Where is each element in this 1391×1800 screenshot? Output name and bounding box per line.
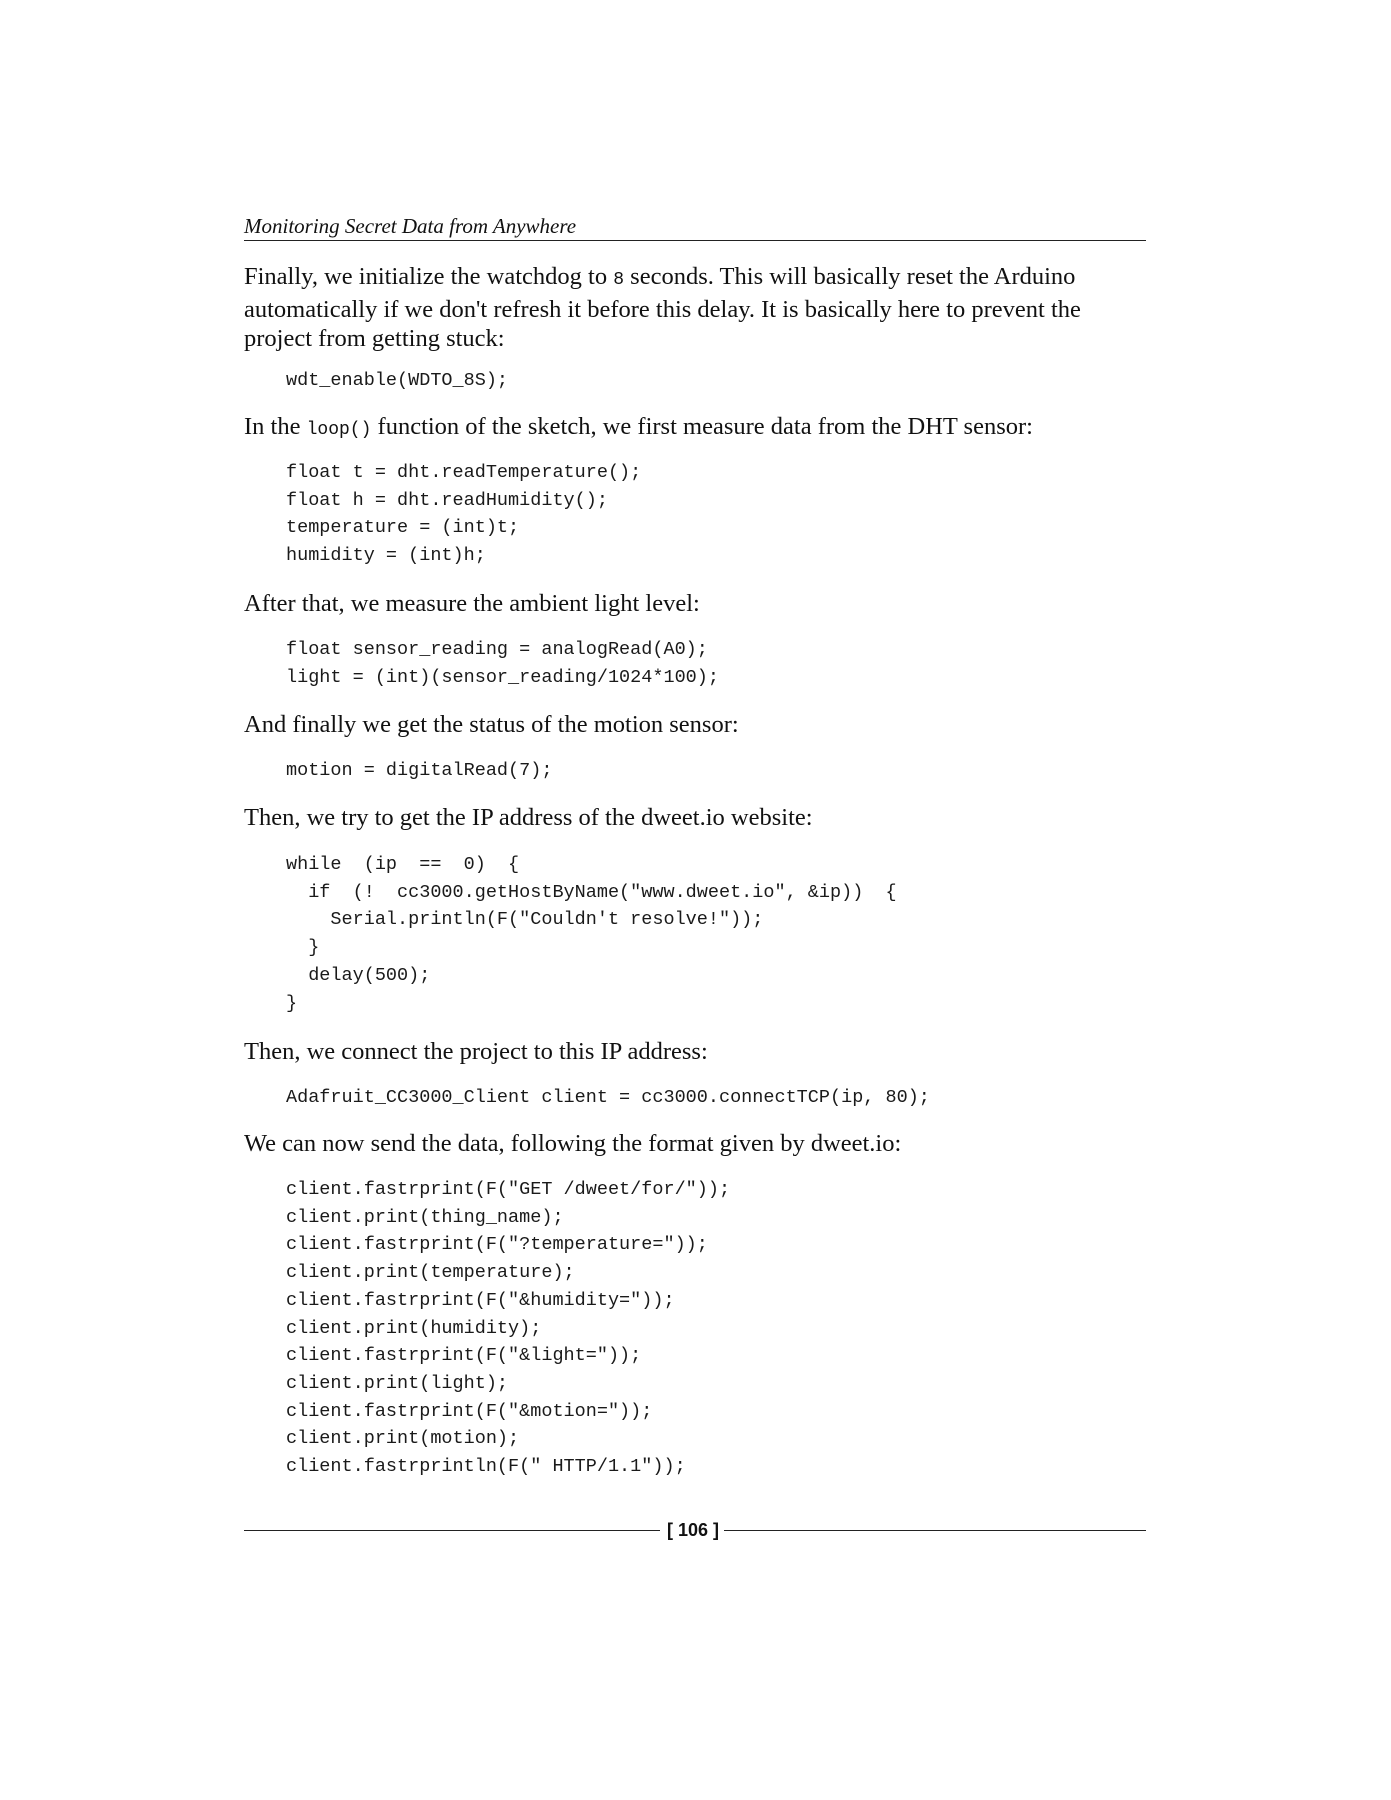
paragraph-motion-intro: And finally we get the status of the motion sensor: [244, 711, 739, 738]
page-footer [244, 1517, 1146, 1547]
inline-code: 8 [613, 270, 625, 290]
code-block-motion: motion = digitalRead(7); [286, 760, 553, 781]
paragraph-loop-intro [244, 412, 1146, 445]
footer-rule-right [724, 1530, 1146, 1531]
code-block-send: client.fastrprint(F("GET /dweet/for/")); client.print(thing_name); client.fastrprint(F("?temperature=")); client.print(temperature); client.fastrprint(F("&humidity=")); client.print(humidity); client.fastrprint(F("&light=")); client.print(light); client.fastrprint(F("&motion=")); client.print(motion); client.fastrprintln(F(" HTTP/1.1")); [286, 1179, 731, 1478]
page-number: [ 106 ] [666, 1520, 720, 1540]
paragraph-connect-intro: Then, we connect the project to this IP address: [244, 1038, 708, 1065]
paragraph-text: In the [244, 413, 307, 440]
footer-rule-left [244, 1530, 660, 1531]
paragraph-watchdog-intro [244, 262, 1146, 353]
code-block-dht: float t = dht.readTemperature(); float h = dht.readHumidity(); temperature = (int)t; humidity = (int)h; [286, 462, 642, 567]
header-rule [244, 240, 1146, 241]
code-block-light: float sensor_reading = analogRead(A0); light = (int)(sensor_reading/1024*100); [286, 639, 719, 688]
paragraph-text: function of the sketch, we first measure data from the DHT sensor: [371, 413, 1033, 440]
running-header: Monitoring Secret Data from Anywhere [244, 214, 577, 238]
code-block-ip-lookup: while (ip == 0) { if (! cc3000.getHostByName("www.dweet.io", &ip)) { Serial.println(F("Couldn't resolve!")); } delay(500); } [286, 854, 897, 1014]
paragraph-light-intro: After that, we measure the ambient light level: [244, 590, 700, 617]
paragraph-text: seconds. This will basically reset the Arduino [624, 263, 1076, 290]
code-block-connect: Adafruit_CC3000_Client client = cc3000.connectTCP(ip, 80); [286, 1087, 930, 1108]
paragraph-text: automatically if we don't refresh it before this delay. It is basically here to prevent the [244, 296, 1081, 323]
paragraph-text: Finally, we initialize the watchdog to [244, 263, 614, 290]
book-page [244, 0, 1146, 1800]
paragraph-text: project from getting stuck: [244, 325, 505, 352]
paragraph-ip-intro: Then, we try to get the IP address of the dweet.io website: [244, 804, 813, 831]
paragraph-send-intro: We can now send the data, following the format given by dweet.io: [244, 1130, 902, 1157]
code-block-watchdog: wdt_enable(WDTO_8S); [286, 370, 509, 391]
inline-code: loop() [306, 420, 372, 440]
